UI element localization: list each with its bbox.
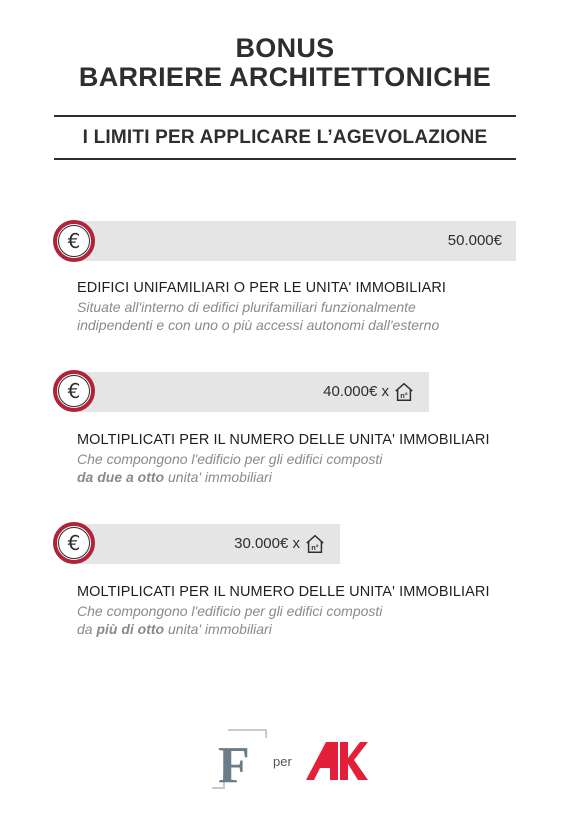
amount-1: [448, 221, 502, 261]
house-icon: [393, 381, 415, 403]
item-description-2: [77, 450, 382, 486]
desc-bold: più di otto: [96, 621, 165, 637]
house-icon: [304, 533, 326, 555]
desc-rest: unita' immobiliari: [164, 469, 272, 485]
house-label: n°: [400, 390, 408, 400]
footer-connector: per: [273, 754, 292, 769]
page-title: [0, 34, 570, 92]
desc-line: Situate all'interno di edifici plurifamiliari funzionalmente: [77, 299, 416, 315]
amount-3: [234, 524, 326, 564]
house-label: n°: [311, 542, 319, 552]
title-line-1: BONUS: [235, 33, 335, 63]
footer-logos: [210, 728, 370, 790]
item-heading-1: EDIFICI UNIFAMILIARI O PER LE UNITA' IMMOBILIARI: [77, 280, 447, 296]
euro-coin-icon: [53, 220, 95, 262]
item-description-3: [77, 602, 382, 638]
f-logo-icon: [210, 728, 270, 790]
desc-line: [77, 620, 382, 638]
desc-bold: da due a otto: [77, 469, 165, 485]
desc-line: Che compongono l'edificio per gli edifici composti: [77, 603, 383, 619]
f-logo-letter: F: [218, 737, 250, 790]
euro-coin-icon: [53, 522, 95, 564]
item-heading-2: MOLTIPLICATI PER IL NUMERO DELLE UNITA' IMMOBILIARI: [77, 432, 490, 448]
page-subtitle: I LIMITI PER APPLICARE L’AGEVOLAZIONE: [82, 127, 488, 148]
euro-symbol: €: [58, 527, 90, 559]
ak-logo-icon: [306, 742, 368, 782]
amount-text-1: 50.000€: [447, 232, 502, 249]
amount-2: [323, 372, 415, 412]
euro-symbol: €: [58, 225, 90, 257]
amount-bar-2: [80, 372, 429, 412]
desc-rest: unita' immobiliari: [164, 621, 272, 637]
amount-text-3: 30.000€ x: [234, 535, 300, 552]
desc-line: Che compongono l'edificio per gli edifici composti: [77, 451, 383, 467]
desc-pre: da: [77, 621, 97, 637]
divider-top: [54, 115, 516, 117]
desc-line: [77, 468, 382, 486]
divider-bottom: [54, 158, 516, 160]
amount-bar-1: [80, 221, 516, 261]
euro-coin-icon: [53, 370, 95, 412]
amount-bar-3: [80, 524, 340, 564]
title-line-2: BARRIERE ARCHITETTONICHE: [78, 62, 492, 92]
amount-text-2: 40.000€ x: [323, 383, 389, 400]
item-description-1: [77, 298, 439, 334]
item-heading-3: MOLTIPLICATI PER IL NUMERO DELLE UNITA' IMMOBILIARI: [77, 584, 490, 600]
euro-symbol: €: [58, 375, 90, 407]
desc-line: indipendenti e con uno o più accessi autonomi dall'esterno: [77, 317, 440, 333]
